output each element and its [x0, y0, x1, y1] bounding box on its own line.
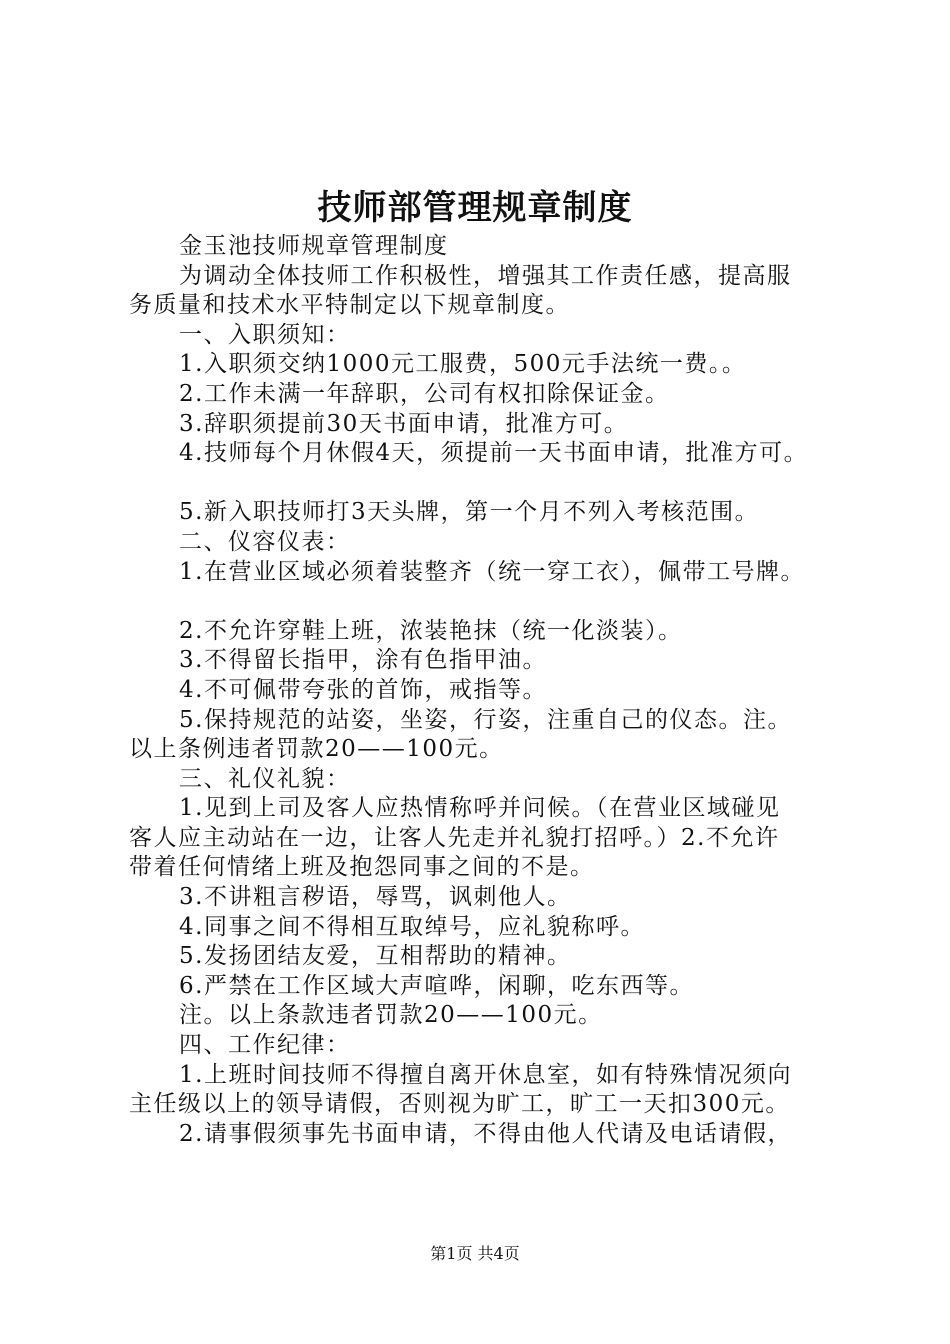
body-line: 4.不可佩带夸张的首饰，戒指等。: [179, 676, 547, 703]
body-line: 一、入职须知：: [179, 321, 351, 348]
body-line: 6.严禁在工作区域大声喧哗，闲聊，吃东西等。: [179, 972, 694, 999]
body-line: 1.上班时间技师不得擅自离开休息室，如有特殊情况须向: [179, 1061, 792, 1088]
blank-line: [129, 469, 849, 499]
body-line: 1.入职须交纳1000元工服费，500元手法统一费。。: [179, 351, 747, 378]
body-line: 以上条例违者罚款20——100元。: [129, 736, 504, 763]
body-line: 为调动全体技师工作积极性，增强其工作责任感，提高服: [179, 262, 792, 289]
body-line: 二、仪容仪表：: [179, 528, 351, 555]
body-line: 5.新入职技师打3天头牌，第一个月不列入考核范围。: [179, 499, 760, 526]
body-line: 四、工作纪律：: [179, 1032, 351, 1059]
body-line: 3.不讲粗言秽语，辱骂，讽刺他人。: [179, 884, 572, 911]
body-line: 2.不允许穿鞋上班，浓装艳抹（统一化淡装）。: [179, 617, 683, 644]
body-line: 3.辞职须提前30天书面申请，批准方可。: [179, 410, 629, 437]
page-footer: 第1页 共4页: [430, 1244, 520, 1263]
blank-line: [129, 587, 849, 617]
body-line: 带着任何情绪上班及抱怨同事之间的不是。: [129, 854, 595, 881]
body-line: 1.在营业区域必须着装整齐（统一穿工衣），佩带工号牌。: [179, 558, 805, 585]
body-line: 2.请事假须事先书面申请，不得由他人代请及电话请假，: [179, 1120, 792, 1147]
body-line: 4.同事之间不得相互取绰号，应礼貌称呼。: [179, 913, 645, 940]
body-line: 主任级以上的领导请假，否则视为旷工，旷工一天扣300元。: [129, 1091, 790, 1118]
body-line: 5.发扬团结友爱，互相帮助的精神。: [179, 943, 572, 970]
document-body: [129, 232, 849, 1149]
body-line: 1.见到上司及客人应热情称呼并问候。（在营业区域碰见: [179, 795, 781, 822]
body-line: 客人应主动站在一边，让客人先走并礼貌打招呼。）2.不允许: [129, 824, 780, 851]
body-line: 金玉池技师规章管理制度: [179, 233, 449, 259]
body-line: 三、礼仪礼貌：: [179, 765, 351, 792]
body-line: 务质量和技术水平特制定以下规章制度。: [129, 292, 570, 319]
body-line: 5.保持规范的站姿，坐姿，行姿，注重自己的仪态。注。: [179, 706, 792, 733]
body-line: 4.技师每个月休假4天，须提前一天书面申请，批准方可。: [179, 440, 809, 467]
body-line: 2.工作未满一年辞职，公司有权扣除保证金。: [179, 380, 670, 407]
body-line: 3.不得留长指甲，涂有色指甲油。: [179, 647, 547, 674]
body-line: 注。以上条款违者罚款20——100元。: [179, 1002, 603, 1029]
document-title: 技师部管理规章制度: [317, 188, 633, 228]
